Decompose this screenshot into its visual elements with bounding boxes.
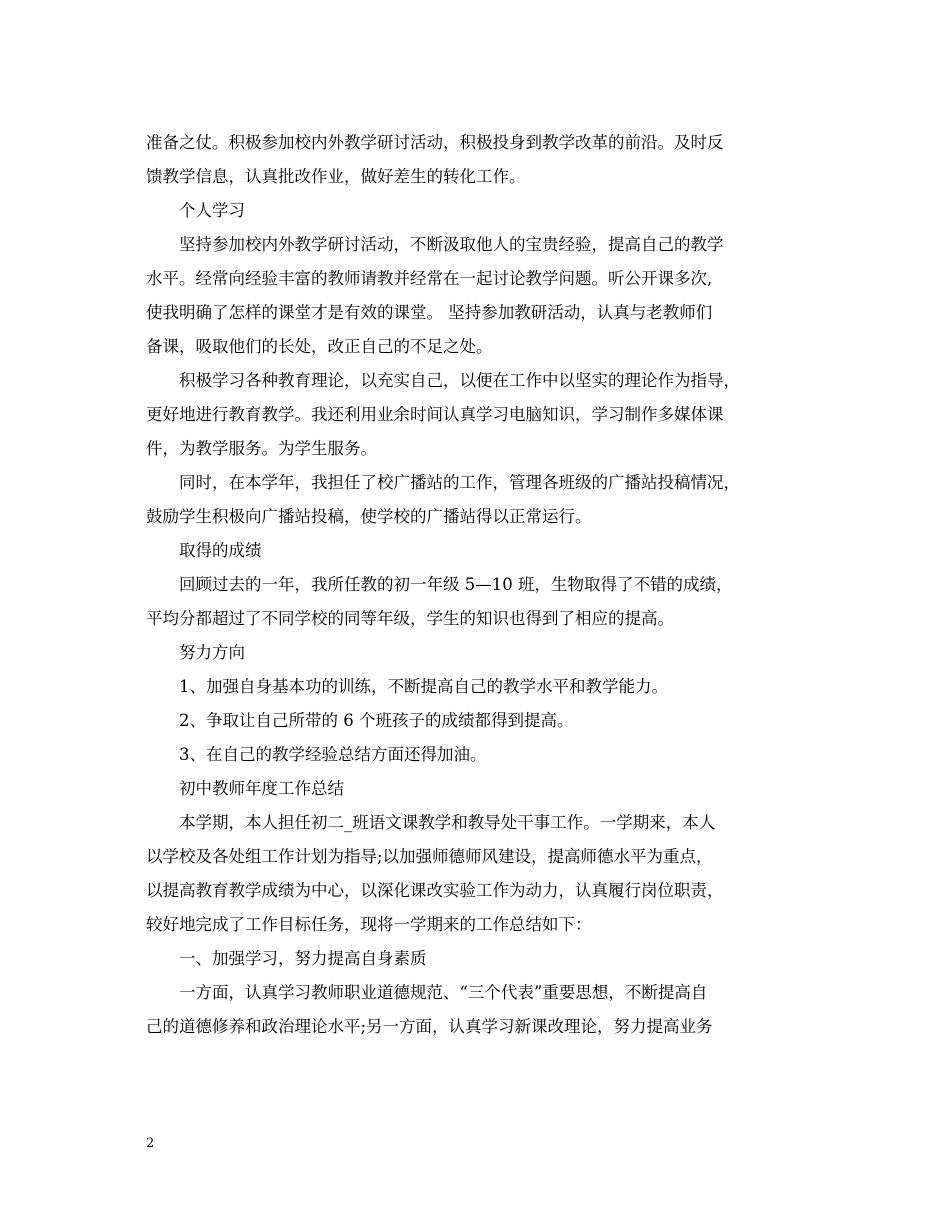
text-line: 努力方向 (179, 643, 245, 662)
text-line: 1、加强自身基本功的训练，不断提高自己的教学水平和教学能力。 (179, 677, 668, 696)
text-line: 一方面，认真学习教师职业道德规范、“三个代表”重要思想，不断提高自 (179, 983, 708, 1002)
document-body (146, 126, 806, 1044)
text-line: 以提高教育教学成绩为中心，以深化课改实验工作为动力，认真履行岗位职责， (146, 881, 724, 900)
text-line: 初中教师年度工作总结 (179, 779, 344, 798)
text-line: 鼓励学生积极向广播站投稿，使学校的广播站得以正常运行。 (146, 507, 592, 526)
text-line: 平均分都超过了不同学校的同等年级，学生的知识也得到了相应的提高。 (146, 609, 674, 628)
text-line: 备课，吸取他们的长处，改正自己的不足之处。 (146, 337, 493, 356)
text-line: 3、在自己的教学经验总结方面还得加油。 (179, 745, 487, 764)
text-line: 件，为教学服务。为学生服务。 (146, 439, 377, 458)
page-number: 2 (146, 1136, 155, 1151)
text-line: 积极学习各种教育理论，以充实自己，以便在工作中以坚实的理论作为指导， (179, 371, 740, 390)
text-line: 同时，在本学年，我担任了校广播站的工作，管理各班级的广播站投稿情况， (179, 473, 740, 492)
text-line: 使我明确了怎样的课堂才是有效的课堂。 坚持参加教研活动，认真与老教师们 (146, 303, 713, 322)
text-line: 更好地进行教育教学。我还利用业余时间认真学习电脑知识，学习制作多媒体课 (146, 405, 724, 424)
text-line: 回顾过去的一年，我所任教的初一年级 5—10 班，生物取得了不错的成绩， (179, 575, 733, 594)
text-line: 水平。经常向经验丰富的教师请教并经常在一起讨论教学问题。听公开课多次, (146, 269, 713, 288)
text-line: 取得的成绩 (179, 541, 262, 560)
text-line: 个人学习 (179, 201, 245, 220)
text-line: 以学校及各处组工作计划为指导;以加强师德师风建设，提高师德水平为重点， (146, 847, 713, 866)
text-line: 一、加强学习，努力提高自身素质 (179, 949, 427, 968)
text-line: 2、争取让自己所带的 6 个班孩子的成绩都得到提高。 (179, 711, 574, 730)
text-line: 己的道德修养和政治理论水平;另一方面，认真学习新课改理论，努力提高业务 (146, 1017, 713, 1036)
text-line: 准备之仗。积极参加校内外教学研讨活动，积极投身到教学改革的前沿。及时反 (146, 133, 724, 152)
text-line: 较好地完成了工作目标任务，现将一学期来的工作总结如下： (146, 915, 592, 934)
text-line: 馈教学信息，认真批改作业，做好差生的转化工作。 (146, 167, 526, 186)
text-line: 本学期，本人担任初二_班语文课教学和教导处干事工作。一学期来，本人 (179, 813, 716, 832)
text-line: 坚持参加校内外教学研讨活动，不断汲取他人的宝贵经验，提高自己的教学 (179, 235, 724, 254)
